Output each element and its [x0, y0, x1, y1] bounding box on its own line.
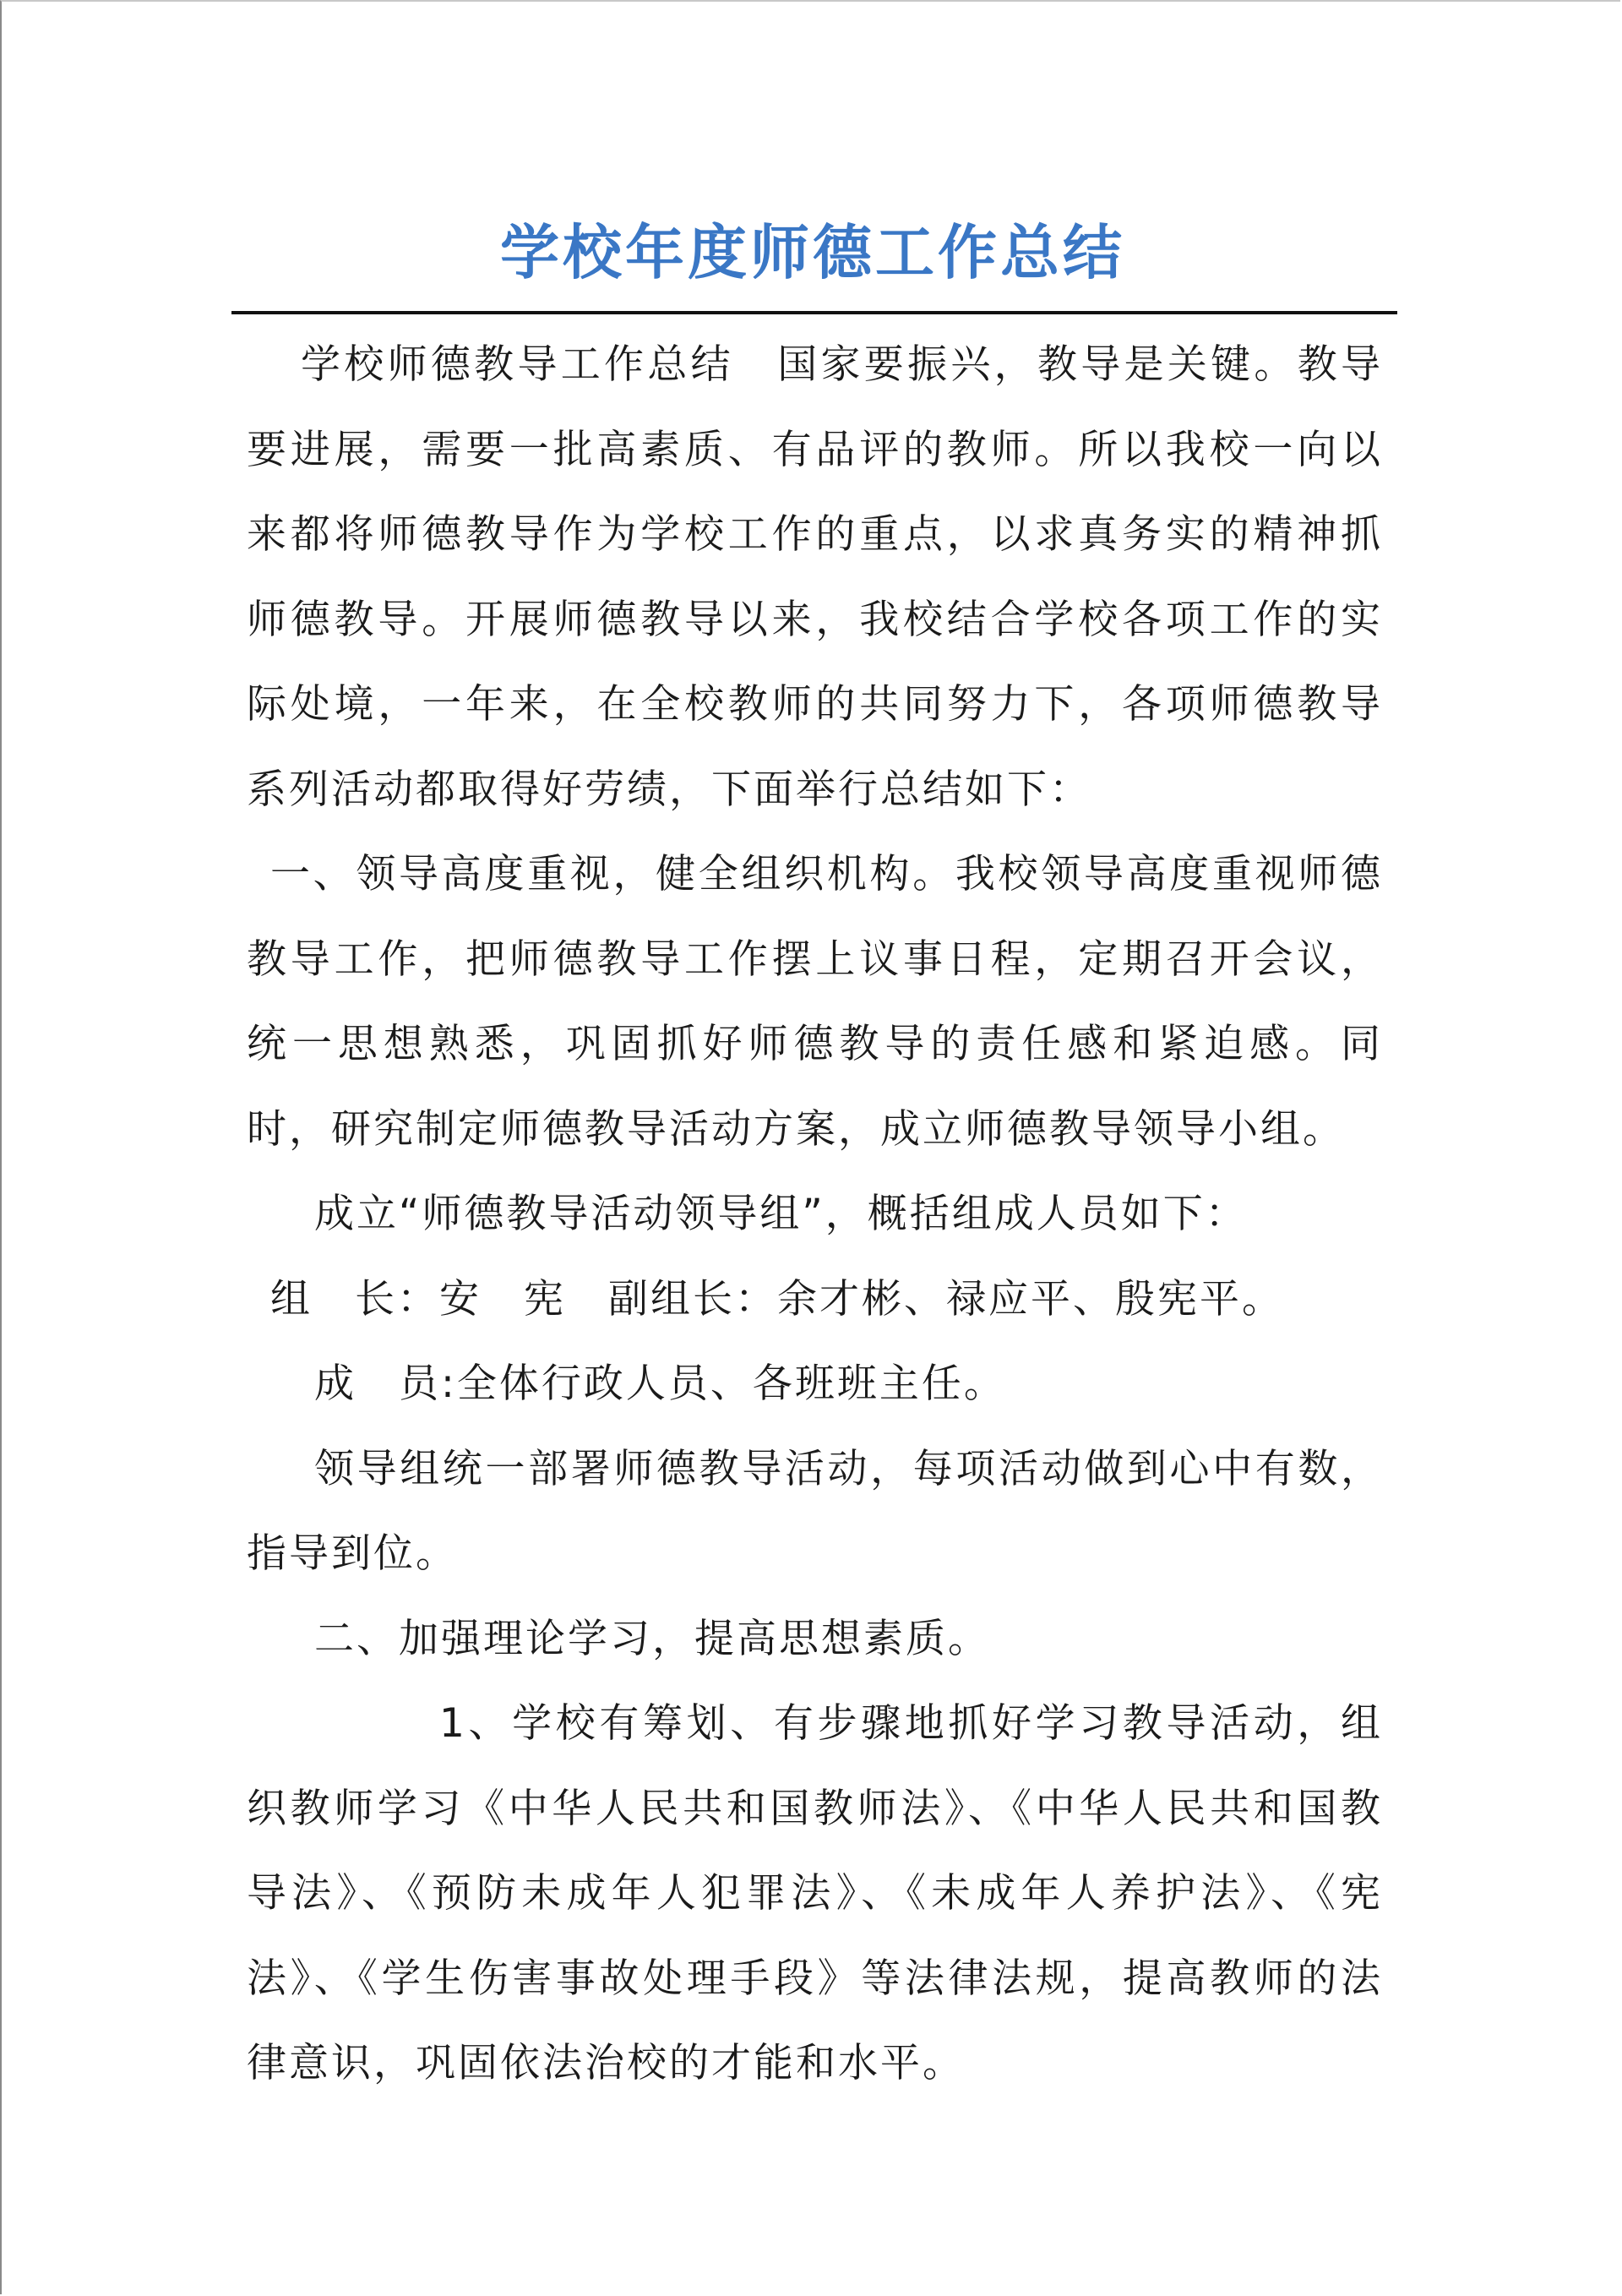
leader-label: 组 长：: [270, 1275, 439, 1323]
title-underline: [231, 311, 1397, 314]
paragraph-item-1: 1、学校有筹划、有步骤地抓好学习教导活动，组织教师学习《中华人民共和国教师法》、《中华人民共和国教导法》、《预防未成年人犯罪法》、《未成年人养护法》、《宪法》、《学生伤害事故处理手段》等法律法规，提高教师的法律意识，巩固依法治校的才能和水平。: [247, 1700, 1383, 2086]
member-row: [247, 1342, 1383, 1427]
member-label: 成 员:: [314, 1361, 457, 1407]
document-title: 学校年度师德工作总结: [500, 217, 1125, 287]
deputy-names: 余才彬、禄应平、殷宪平。: [777, 1275, 1284, 1323]
paragraph-leadership-group: 成立“师德教导活动领导组”，概括组成人员如下：: [314, 1191, 1248, 1237]
member-text: 全体行政人员、各班班主任。: [456, 1361, 1006, 1407]
paragraph-intro: 学校师德教导工作总结 国家要振兴，教导是关键。教导要进展，需要一批高素质、有品评的教师。所以我校一向以来都将师德教导作为学校工作的重点，以求真务实的精神抓师德教导。开展师德教导以来，我校结合学校各项工作的实际处境，一年来，在全校教师的共同努力下，各项师德教导系列活动都取得好劳绩，下面举行总结如下：: [247, 341, 1383, 813]
paragraph-deployment: 领导组统一部署师德教导活动，每项活动做到心中有数，指导到位。: [247, 1445, 1383, 1577]
leader-row: [247, 1257, 1383, 1343]
deputy-label: 副组长：: [608, 1275, 777, 1323]
leader-name: 安 宪: [439, 1275, 566, 1323]
paragraph-section-1: 一、领导高度重视，健全组织机构。我校领导高度重视师德教导工作，把师德教导工作摆上议事日程，定期召开会议，统一思想熟悉，巩固抓好师德教导的责任感和紧迫感。同时，研究制定师德教导活动方案，成立师德教导领导小组。: [247, 851, 1383, 1153]
document-body: [247, 323, 1383, 2107]
paragraph-section-2: 二、加强理论学习，提高思想素质。: [314, 1615, 990, 1662]
